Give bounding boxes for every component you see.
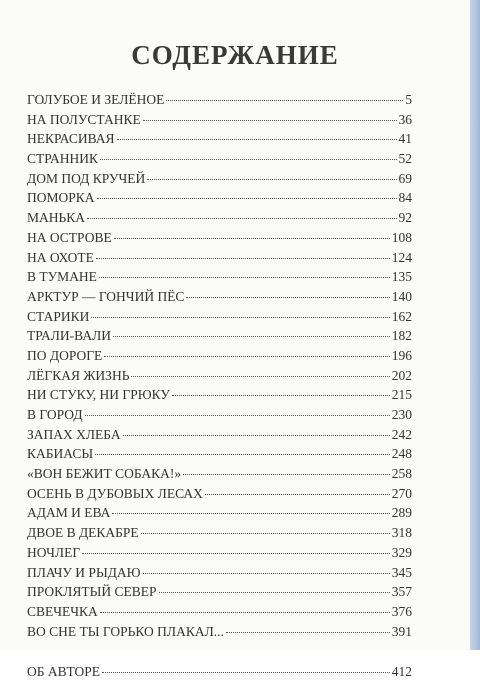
toc-leader-dots — [100, 612, 390, 613]
toc-entry — [27, 484, 412, 504]
toc-leader-dots — [205, 494, 390, 495]
toc-leader-dots — [186, 297, 389, 298]
toc-entry-page: 36 — [398, 111, 412, 127]
toc-entry-title: ОБ АВТОРЕ — [27, 664, 101, 680]
toc-entry — [27, 248, 412, 268]
toc-entry-page: 357 — [391, 584, 412, 600]
toc-leader-dots — [82, 553, 390, 554]
toc-leader-dots — [143, 573, 390, 574]
toc-entry — [27, 228, 412, 248]
toc-leader-dots — [85, 415, 390, 416]
toc-leader-dots — [112, 513, 389, 514]
toc-entry — [27, 287, 412, 307]
toc-entry — [27, 366, 412, 386]
toc-entry — [27, 326, 412, 346]
toc-leader-dots — [100, 159, 396, 160]
toc-entry — [27, 444, 412, 464]
toc-entry-page: 182 — [391, 328, 412, 344]
toc-entry-page: 242 — [391, 426, 412, 442]
toc-entry-page: 196 — [391, 347, 412, 363]
toc-entry-page: 318 — [391, 525, 412, 541]
toc-entry-title: АРКТУР — ГОНЧИЙ ПЁС — [27, 288, 185, 304]
toc-leader-dots — [123, 435, 390, 436]
toc-entry-page: 162 — [391, 308, 412, 324]
toc-entry-page: 258 — [391, 466, 412, 482]
toc-entry — [27, 523, 412, 543]
toc-leader-dots — [172, 395, 390, 396]
table-of-contents — [27, 90, 412, 682]
toc-entry-title: НА ПОЛУСТАНКЕ — [27, 111, 141, 127]
toc-entry — [27, 188, 412, 208]
toc-entry-page: 140 — [391, 288, 412, 304]
toc-leader-dots — [141, 533, 390, 534]
toc-entry-title: ДОМ ПОД КРУЧЕЙ — [27, 170, 146, 186]
toc-entry-page: 248 — [391, 446, 412, 462]
toc-entry-title: НОЧЛЕГ — [27, 544, 81, 560]
toc-entry — [27, 169, 412, 189]
toc-entry-title: МАНЬКА — [27, 210, 86, 226]
toc-leader-dots — [143, 120, 397, 121]
toc-entry — [27, 110, 412, 130]
toc-entry-page: 391 — [391, 623, 412, 639]
toc-entry — [27, 90, 412, 110]
toc-entry-title: НЕКРАСИВАЯ — [27, 131, 115, 147]
toc-leader-dots — [166, 100, 403, 101]
toc-leader-dots — [104, 356, 389, 357]
toc-leader-dots — [147, 179, 396, 180]
toc-entry-page: 230 — [391, 407, 412, 422]
toc-entry-title: СВЕЧЕЧКА — [27, 603, 98, 619]
toc-entry — [27, 563, 412, 583]
toc-leader-dots — [183, 474, 390, 475]
toc-leader-dots — [96, 258, 390, 259]
toc-leader-dots — [91, 317, 389, 318]
toc-entry-title: В ГОРОД — [27, 407, 83, 422]
toc-entry-title: НА ОХОТЕ — [27, 249, 94, 265]
toc-entry-title: ВО СНЕ ТЫ ГОРЬКО ПЛАКАЛ... — [27, 623, 224, 639]
toc-leader-dots — [97, 198, 397, 199]
toc-entry-page: 345 — [391, 564, 412, 580]
toc-leader-dots — [226, 632, 390, 633]
page-title: СОДЕРЖАНИЕ — [131, 40, 339, 70]
toc-leader-dots — [99, 277, 390, 278]
toc-entry — [27, 622, 412, 642]
toc-entry-title: НИ СТУКУ, НИ ГРЮКУ — [27, 387, 170, 403]
toc-entry-title: ПО ДОРОГЕ — [27, 347, 103, 363]
toc-entry-title: ПРОКЛЯТЫЙ СЕВЕР — [27, 584, 157, 600]
toc-entry-page: 84 — [398, 190, 412, 206]
toc-spacer — [27, 641, 412, 662]
toc-entry-page: 202 — [391, 367, 412, 383]
toc-entry — [27, 543, 412, 563]
toc-entry-title: СТРАННИК — [27, 151, 99, 167]
toc-entry — [27, 208, 412, 228]
toc-leader-dots — [87, 218, 396, 219]
toc-leader-dots — [95, 454, 390, 455]
toc-entry-title: ДВОЕ В ДЕКАБРЕ — [27, 525, 139, 541]
toc-entry — [27, 346, 412, 366]
toc-entry-page: 289 — [391, 505, 412, 521]
toc-entry-page: 215 — [391, 387, 412, 403]
toc-entries — [27, 90, 412, 641]
toc-entry-page: 329 — [391, 544, 412, 560]
toc-leader-dots — [159, 592, 390, 593]
toc-entry — [27, 602, 412, 622]
toc-entry — [27, 425, 412, 445]
toc-entry-title: СТАРИКИ — [27, 308, 90, 324]
toc-entry-page: 376 — [391, 603, 412, 619]
toc-leader-dots — [131, 376, 389, 377]
toc-entry — [27, 582, 412, 602]
toc-entry-page: 41 — [398, 131, 412, 147]
toc-entry-title: КАБИАСЫ — [27, 446, 94, 462]
toc-entry — [27, 503, 412, 523]
toc-entry-page: 135 — [391, 269, 412, 285]
toc-leader-dots — [114, 238, 390, 239]
toc-entry-title: ТРАЛИ-ВАЛИ — [27, 328, 111, 344]
toc-entry-title: ЗАПАХ ХЛЕБА — [27, 426, 121, 442]
toc-entry — [27, 149, 412, 169]
toc-entry-page: 108 — [391, 229, 412, 245]
toc-entry — [27, 405, 412, 425]
page-edge — [470, 0, 480, 650]
toc-entry-page: 412 — [391, 664, 412, 680]
toc-entry-about-author — [27, 662, 412, 682]
toc-entry-title: ПОМОРКА — [27, 190, 95, 206]
toc-entry — [27, 464, 412, 484]
toc-entry-title: ПЛАЧУ И РЫДАЮ — [27, 564, 141, 580]
toc-leader-dots — [102, 672, 390, 673]
toc-entry-title: АДАМ И ЕВА — [27, 505, 111, 521]
toc-entry — [27, 129, 412, 149]
toc-entry-title: НА ОСТРОВЕ — [27, 229, 112, 245]
toc-entry — [27, 267, 412, 287]
toc-entry-page: 52 — [398, 151, 412, 167]
toc-leader-dots — [117, 139, 397, 140]
toc-entry-page: 69 — [398, 170, 412, 186]
toc-entry-title: ОСЕНЬ В ДУБОВЫХ ЛЕСАХ — [27, 485, 203, 501]
toc-entry-page: 124 — [391, 249, 412, 265]
toc-entry-page: 92 — [398, 210, 412, 226]
toc-entry-title: ГОЛУБОЕ И ЗЕЛЁНОЕ — [27, 92, 165, 107]
toc-entry-title: «ВОН БЕЖИТ СОБАКА!» — [27, 466, 182, 482]
toc-leader-dots — [113, 336, 390, 337]
toc-entry-page: 270 — [391, 485, 412, 501]
toc-entry-title: В ТУМАНЕ — [27, 269, 97, 285]
toc-entry — [27, 307, 412, 327]
toc-entry-title: ЛЁГКАЯ ЖИЗНЬ — [27, 367, 130, 383]
toc-entry — [27, 385, 412, 405]
toc-entry-page: 5 — [405, 92, 412, 107]
